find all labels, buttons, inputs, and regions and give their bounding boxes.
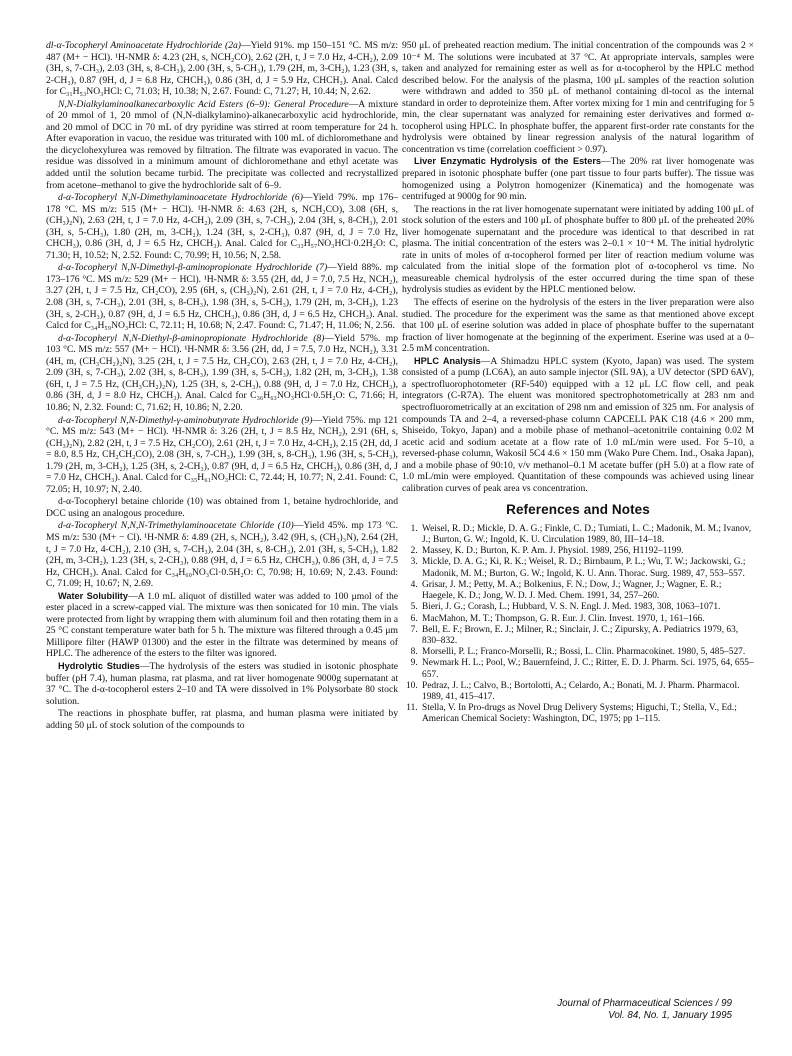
section-heading: Liver Enzymatic Hydrolysis of the Esters	[414, 156, 602, 167]
paragraph	[402, 156, 754, 202]
compound-heading: d-α-Tocopheryl N,N-Dimethyl-β-aminopropionate Hydrochloride (7)	[58, 262, 328, 274]
reference-item: 3. Mickle, D. A. G.; Ki, R. K.; Weisel, R. D.; Birnbaum, P. L.; Wu, T. W.; Jackowski, G.; Madonik, M. M.; Burton, G. W.; Ingold, K. U. Ann. Thorac. Surg. 1989, 47, 553–557.	[420, 557, 754, 579]
page-footer	[557, 998, 732, 1022]
paragraph	[46, 415, 398, 496]
reference-item: 6. MacMahon, M. T.; Thompson, G. R. Eur. J. Clin. Invest. 1970, 1, 161–166.	[420, 614, 754, 625]
paragraph-text: —Yield 91%. mp 150–151 °C. MS m/z: 487 (M+ − HCl). ¹H-NMR δ: 4.23 (2H, s, NCH₂CO), 2.62 (2H, t, J = 7.0 Hz, 4-CH₂), 2.09 (3H, s, 7-CH₃), 2.03 (3H, s, 8-CH₃), 2.00 (3H, s, 5-CH₃), 1.79 (2H, m, 3-CH₂), 1.23 (3H, s, 2-CH₃), 0.87 (9H, d, J = 6.8 Hz, CHCH₃), 0.86 (3H, d, J = 5.9 Hz, CHCH₃). Anal. Calcd for C₃₁H₅₃NO₃HCl: C, 71.03; H, 10.38; N, 2.67. Found: C, 71.27; H, 10.44; N, 2.62.	[46, 40, 398, 98]
paragraph	[402, 204, 754, 296]
right-column	[402, 40, 754, 726]
paragraph-text: —A 1.0 mL aliquot of distilled water was added to 100 μmol of the ester placed in a screw-capped vial. The mixture was then sonicated for 10 min. The vials were protected from light by wrapping them with aluminum foil and then rotating them in a 25 °C constant temperature water bath for 5 h. The mixture was filtered through a 0.45 μm Millipore filter (HAWP 01300) and the ester in the filtrate was determined by means of HPLC. The adherence of the esters to the filter was ignored.	[46, 590, 398, 660]
reference-item: 1. Weisel, R. D.; Mickle, D. A. G.; Finkle, C. D.; Tumiati, L. C.; Madonik, M. M.; Ivanov, J.; Burton, G. W.; Ingold, K. U. Circulation 1989, 80, III–14–18.	[420, 524, 754, 546]
compound-heading: d-α-Tocopheryl N,N-Diethyl-β-aminopropionate Hydrochloride (8)	[58, 332, 325, 344]
references-list	[402, 524, 754, 726]
references-heading: References and Notes	[506, 502, 650, 518]
paragraph-text: —The hydrolysis of the esters was studied in isotonic phosphate buffer (pH 7.4), human plasma, rat plasma, and rat liver homogenate 9000g supernatant at 37 °C. The d-α-tocopherol esters 2–10 and TA were dissolved in 1% Polysorbate 80 stock solution.	[46, 660, 398, 707]
reference-item: 9. Newmark H. L.; Pool, W.; Bauernfeind, J. C.; Ritter, E. D. J. Pharm. Sci. 1975, 64, 655–657.	[420, 658, 754, 680]
section-heading: N,N-Dialkylaminoalkanecarboxylic Acid Esters (6–9): General Procedure	[58, 98, 349, 110]
paragraph-text: —Yield 45%. mp 173 °C. MS m/z: 530 (M+ − Cl). ¹H-NMR δ: 4.89 (2H, s, NCH₂), 3.42 (9H, s, (CH₃)₃N), 2.64 (2H, t, J = 7.0 Hz, 4-CH₂), 2.10 (3H, s, 7-CH₃), 2.04 (3H, s, 8-CH₃), 2.01 (3H, s, 5-CH₃), 1.82 (2H, m, 3-CH₂), 1.23 (3H, s, 2-CH₃), 0.88 (9H, d, J = 6.5 Hz, CHCH₃), 0.86 (3H, d, J = 7.5 Hz, CHCH₃). Anal. Calcd for C₃₄H₆₀NO₃Cl·0.5H₂O: C, 70.98; H, 10.69; N, 2.43. Found: C, 71.09; H, 10.67; N, 2.69.	[46, 520, 398, 590]
reference-item: 8. Morselli, P. L.; Franco-Morselli, R.; Bossi, L. Clin. Pharmacokinet. 1980, 5, 485–527.	[420, 647, 754, 658]
paragraph	[402, 40, 754, 155]
volume-line: Vol. 84, No. 1, January 1995	[608, 1010, 732, 1021]
paragraph-text: —Yield 79%. mp 176–178 °C. MS m/z: 515 (M+ − HCl). ¹H-NMR δ: 4.63 (2H, s, NCH₂CO), 3.08 (6H, s, (CH₃)₂N), 2.63 (2H, t, J = 7.0 Hz, 4-CH₂), 2.09 (3H, s, 7-CH₃), 2.04 (3H, s, 8-CH₃), 2.01 (3H, s, 5-CH₃), 1.80 (2H, m, 3-CH₂), 1.24 (3H, s, 2-CH₃), 0.87 (9H, d, J = 7.0 Hz, CHCH₃), 0.86 (3H, d, J = 6.5 Hz, CHCH₃). Anal. Calcd for C₃₃H₅₇NO₃HCl·0.2H₂O: C, 71.30; H, 10.52; N, 2.52. Found: C, 70.99; H, 10.56; N, 2.58.	[46, 192, 398, 261]
paragraph	[46, 99, 398, 191]
paragraph	[46, 333, 398, 414]
paragraph	[46, 661, 398, 707]
paragraph-text: —A mixture of 20 mmol of 1, 20 mmol of (N,N-dialkylamino)-alkanecarboxylic acid hydrochloride, and 20 mmol of DCC in 70 mL of dry pyridine was stirred at room temperature for 24 h. After evaporation in vacuo, the residue was triturated with 100 mL of dichloromethane and the dicyclohexylurea was removed by filtration. The filtrate was evaporated in vacuo. The residue was dissolved in a minimum amount of dichloromethane and ethyl acetate was added until the solution became turbid. The precipitate was collected and recrystallized from acetone–methanol to give the hydrochloride salt of 6–9.	[46, 98, 399, 191]
paragraph-text: The reactions in the rat liver homogenate supernatant were initiated by adding 100 μL of stock solution of the esters and 100 μL of phosphate buffer to 800 μL of the preheated 20% liver homogenate supernatant and the procedure was identical to that described in rat plasma. The initial concentration of the esters was 2–0.1 × 10⁻⁴ M. The initial hydrolytic rate in units of moles of α-tocopherol formed per liter of reaction medium volume was calculated from the initial slope of the formation plot of α-tocopherol vs time. No measureable chemical hydrolysis of the ester occurred during the time span of these hydrolysis studies as evident by the HPLC mentioned below.	[402, 203, 754, 296]
paragraph	[46, 192, 398, 261]
paragraph	[402, 356, 754, 495]
reference-item: 11. Stella, V. In Pro-drugs as Novel Drug Delivery Systems; Higuchi, T.; Stella, V., Ed.; American Chemical Society: Washington, DC, 1975; pp 1–115.	[420, 703, 754, 725]
reference-item: 4. Grisar, J. M.; Petty, M. A.; Bolkenius, F. N.; Dow, J.; Wagner, J.; Wagner, E. R.; Haegele, K. D.; Jong, W. D. J. Med. Chem. 1991, 34, 257–260.	[420, 580, 754, 602]
reference-item: 7. Bell, E. F.; Brown, E. J.; Milner, R.; Sinclair, J. C.; Zipursky, A. Pediatrics 1979, 63, 830–832.	[420, 625, 754, 647]
paragraph	[46, 708, 398, 731]
paragraph-text: —Yield 57%. mp 103 °C. MS m/z: 557 (M+ − HCl). ¹H-NMR δ: 3.56 (2H, dd, J = 7.5, 7.0 Hz, NCH₂), 3.31 (4H, m, (CH₃CH₂)₂N), 3.25 (2H, t, J = 7.5 Hz, CH₂CO), 2.63 (2H, t, J = 7.0 Hz, 4-CH₂), 2.09 (3H, s, 7-CH₃), 2.02 (3H, s, 8-CH₃), 1.99 (3H, s, 5-CH₃), 1.82 (2H, m, 3-CH₂), 1.38 (6H, t, J = 7.5 Hz, (CH₃CH₂)₂N), 1.25 (3H, s, 2-CH₃), 0.88 (9H, d, J = 7.0 Hz, CHCH₃), 0.86 (3H, d, J = 8.0 Hz, CHCH₃). Anal. Calcd for C₃₆H₆₃NO₃HCl·0.5H₂O: C, 71.66; H, 10.86; N, 2.32. Found: C, 71.62; H, 10.86; N, 2.20.	[46, 332, 399, 413]
reference-item: 2. Massey, K. D.; Burton, K. P. Am. J. Physiol. 1989, 256, H1192–1199.	[420, 546, 754, 557]
paragraph	[46, 40, 398, 98]
section-heading: HPLC Analysis	[414, 355, 481, 366]
section-heading: Water Solubility	[58, 590, 128, 601]
reference-item: 10. Pedraz, J. L.; Calvo, B.; Bortolotti, A.; Celardo, A.; Bonati, M. J. Pharm. Pharmacol. 1989, 41, 415–417.	[420, 681, 754, 703]
paragraph	[46, 262, 398, 331]
paragraph-text: The reactions in phosphate buffer, rat plasma, and human plasma were initiated by adding 50 μL of stock solution of the compounds to	[46, 708, 398, 731]
paragraph	[46, 591, 398, 660]
compound-heading: d-α-Tocopheryl N,N-Dimethylaminoacetate Hydrochloride (6)	[58, 192, 303, 204]
paragraph-text: —A Shimadzu HPLC system (Kyoto, Japan) was used. The system consisted of a pump (LC6A), an auto sample injector (SIL 9A), a UV detector (SPD 6AV), a spectrofluorophotometer (RF-540) equipped with a 12 μL LC flow cell, and peak integrators (C-R7A). The eluent was monitored spectrophotometrically at 283 nm and spectrofluorometrically at an excitation of 298 nm and emission of 325 nm. For analysis of compounds TA and 2–4, a reversed-phase column CAPCELL PAK C18 (4.6 × 200 mm, Shiseido, Tokyo, Japan) and a mobile phase of methanol–acetonitrile containing 0.02 M acetic acid and sodium acetate at a flow rate of 1.0 mL/min were used. For 5–10, a reversed-phase column, Wakosil 5C4 4.6 × 150 mm (Wako Pure Chem. Ind., Osaka Japan), and a mobile phase of 90:10, v/v methanol–0.1 M acetate buffer (pH 5.0) at a flow rate of 1.0 mL/min were employed. Quantitation of these compounds was achieved using linear calibration curves of peak area vs concentration.	[402, 355, 754, 494]
paragraph-text: d-α-Tocopheryl betaine chloride (10) was obtained from 1, betaine hydrochloride, and DCC using an analogous procedure.	[46, 496, 398, 519]
reference-item: 5. Bieri, J. G.; Corash, L.; Hubbard, V. S. N. Engl. J. Med. 1983, 308, 1063–1071.	[420, 602, 754, 613]
paragraph	[46, 496, 398, 519]
paragraph-text: —Yield 88%. mp 173–176 °C. MS m/z: 529 (M+ − HCl). ¹H-NMR δ: 3.55 (2H, dd, J = 7.0, 7.5 Hz, NCH₂), 3.27 (2H, t, J = 7.5 Hz, CH₂CO), 2.95 (6H, s, (CH₃)₂N), 2.61 (2H, t, J = 7.0 Hz, 4-CH₂), 2.08 (3H, s, 7-CH₃), 2.01 (3H, s, 8-CH₃), 1.98 (3H, s, 5-CH₃), 1.79 (2H, m, 3-CH₂), 1.23 (3H, s, 2-CH₃), 0.87 (9H, d, J = 6.5 Hz, CHCH₃), 0.86 (3H, d, J = 6.5 Hz, CHCH₃). Anal. Calcd for C₃₄H₅₉NO₃HCl: C, 72.11; H, 10.68; N, 2.47. Found: C, 71.47; H, 11.06; N, 2.56.	[46, 262, 398, 332]
paragraph-text: —The 20% rat liver homogenate was prepared in isotonic phosphate buffer (one part tissue to four parts buffer). The tissue was homogenized using a Polytron homogenizer (Kinematica) and the homogenate was centrifuged at 9000g for 90 min.	[402, 156, 754, 203]
paragraph	[46, 520, 398, 589]
paragraph-text: The effects of eserine on the hydrolysis of the esters in the liver preparation were also studied. The procedure for the experiment was the same as that mentioned above except that 100 μL of eserine solution was added in place of phosphate buffer to the supernatant fraction of liver homogenate at the beginning of the experiment. Eserine was used at a 0–2.5 mM concentration.	[402, 297, 754, 355]
paragraph	[402, 297, 754, 355]
section-heading: Hydrolytic Studies	[58, 660, 140, 671]
compound-heading: dl-α-Tocopheryl Aminoacetate Hydrochloride (2a)	[46, 40, 242, 51]
paragraph-text: 950 μL of preheated reaction medium. The initial concentration of the compounds was 2 × 10⁻⁴ M. The solutions were incubated at 37 °C. At appropriate intervals, samples were taken and analyzed for remaining ester as well as for α-tocopherol by the HPLC method described below. For the analysis of the plasma, 100 μL samples of the reaction solution were withdrawn and added to 350 μL of methanol containing dl-tocol as the internal standard in order to deproteinize them. After vortex mixing for 1 min and centrifuging for 5 min, the clear supernatant was analyzed for remaining ester derivatives and formed α-tocopherol using HPLC. In phosphate buffer, the apparent first-order rate constants for the hydrolysis were obtained by linear regression analysis of the natural logarithm of concentration vs time (correlation coefficient > 0.97).	[402, 40, 754, 155]
journal-page-line: Journal of Pharmaceutical Sciences / 99	[557, 998, 732, 1009]
paragraph-text: —Yield 75%. mp 121 °C. MS m/z: 543 (M+ − HCl). ¹H-NMR δ: 3.26 (2H, t, J = 8.5 Hz, NCH₂), 2.91 (6H, s, (CH₃)₂N), 2.82 (2H, t, J = 7.5 Hz, CH₂CO), 2.61 (2H, t, J = 7.0 Hz, 4-CH₂), 2.15 (2H, dd, J = 8.0, 8.5 Hz, CH₂CH₂CO), 2.08 (3H, s, 7-CH₃), 1.99 (3H, s, 8-CH₃), 1.96 (3H, s, 5-CH₃), 1.79 (2H, m, 3-CH₂), 1.25 (3H, s, 2-CH₃), 0.87 (9H, d, J = 6.5 Hz, CHCH₃), 0.86 (3H, d, J = 7.0 Hz, CHCH₃). Anal. Calcd for C₃₅H₆₁NO₃HCl: C, 72.44; H, 10.77; N, 2.41. Found: C, 72.05; H, 10.97; N, 2.40.	[46, 414, 398, 495]
left-column	[46, 40, 398, 732]
compound-heading: d-α-Tocopheryl N,N-Dimethyl-γ-aminobutyrate Hydrochloride (9)	[58, 414, 313, 426]
compound-heading: d-α-Tocopheryl N,N,N-Trimethylaminoacetate Chloride (10)	[58, 520, 294, 532]
